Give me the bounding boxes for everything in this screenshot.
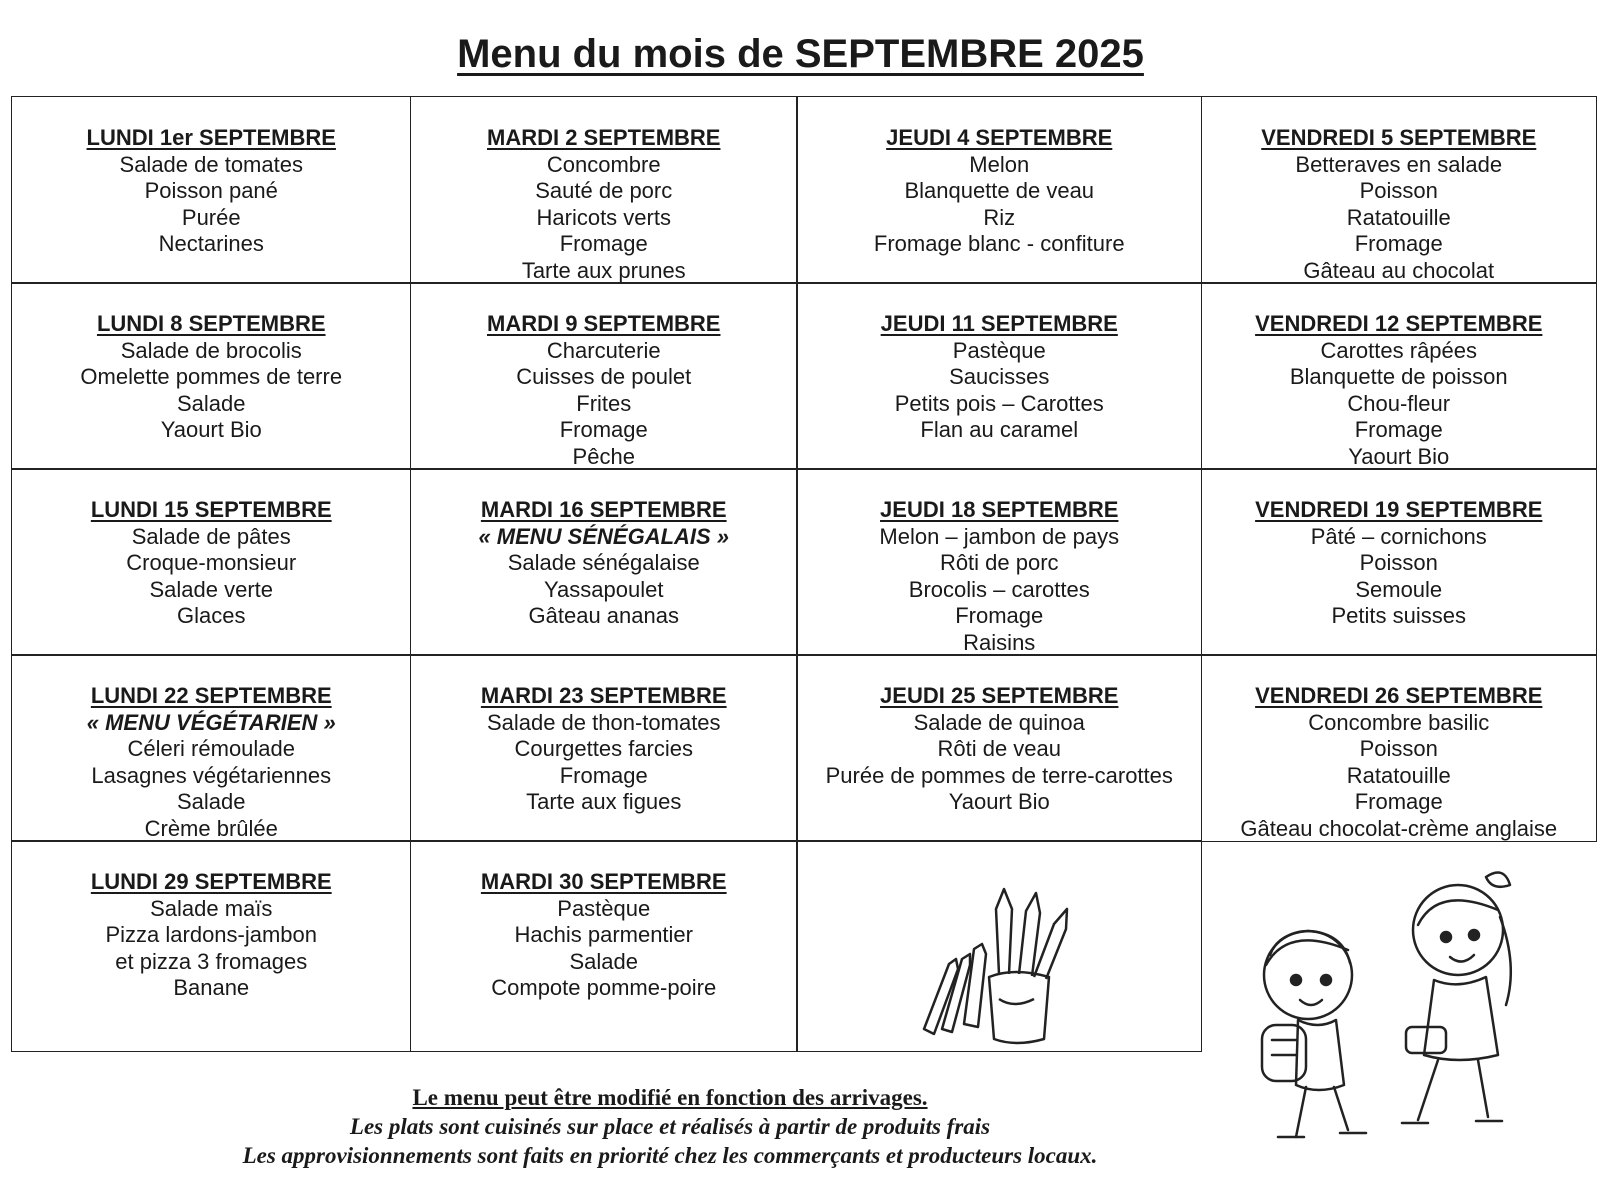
dish-item: Gâteau chocolat-crème anglaise <box>1240 815 1558 841</box>
dish-item: Salade sénégalaise <box>507 550 700 576</box>
day-heading: LUNDI 29 SEPTEMBRE <box>90 869 332 895</box>
dish-item: Chou-fleur <box>1347 390 1451 416</box>
dish-item: Blanquette de veau <box>904 178 1095 204</box>
menu-day-cell <box>410 654 798 842</box>
dish-item: Concombre <box>546 151 661 177</box>
menu-day-cell <box>410 840 798 1052</box>
dish-item: Salade de quinoa <box>913 709 1085 735</box>
day-heading: JEUDI 11 SEPTEMBRE <box>880 311 1118 337</box>
menu-theme: « MENU VÉGÉTARIEN » <box>86 709 336 735</box>
children-illustration <box>1248 855 1548 1155</box>
menu-day-cell <box>796 96 1202 284</box>
dish-item: Gâteau au chocolat <box>1303 257 1495 283</box>
dish-item: Rôti de porc <box>939 550 1059 576</box>
dish-item: Salade verte <box>149 576 274 602</box>
dish-item: Petits pois – Carottes <box>894 390 1104 416</box>
day-heading: VENDREDI 26 SEPTEMBRE <box>1255 683 1543 709</box>
dish-item: Ratatouille <box>1346 204 1451 230</box>
dish-item: Crème brûlée <box>144 815 278 841</box>
dish-item: Nectarines <box>158 231 264 257</box>
dish-item: Rôti de veau <box>937 736 1062 762</box>
day-heading: JEUDI 25 SEPTEMBRE <box>880 683 1119 709</box>
menu-day-cell <box>11 654 411 842</box>
dish-item: Concombre basilic <box>1308 709 1490 735</box>
dish-item: et pizza 3 fromages <box>115 948 308 974</box>
day-heading: JEUDI 18 SEPTEMBRE <box>880 497 1119 523</box>
dish-item: Salade de pâtes <box>131 523 291 549</box>
dish-item: Pizza lardons-jambon <box>105 922 318 948</box>
dish-item: Salade de brocolis <box>120 337 302 363</box>
dish-item: Fromage blanc - confiture <box>873 231 1125 257</box>
dish-item: Haricots verts <box>536 204 671 230</box>
footer-line-1: Le menu peut être modifié en fonction des arrivages. <box>412 1085 928 1110</box>
dish-item: Gâteau ananas <box>528 603 679 629</box>
day-heading: LUNDI 15 SEPTEMBRE <box>90 497 332 523</box>
dish-item: Tarte aux prunes <box>521 257 686 283</box>
dish-item: Fromage <box>1354 789 1443 815</box>
dish-item: Pastèque <box>557 895 651 921</box>
dish-item: Brocolis – carottes <box>908 576 1090 602</box>
dish-item: Hachis parmentier <box>514 922 693 948</box>
dish-item: Melon <box>969 151 1030 177</box>
dish-item: Fromage <box>559 231 648 257</box>
menu-day-cell <box>410 282 798 470</box>
dish-item: Riz <box>983 204 1016 230</box>
menu-row <box>12 283 1600 469</box>
dish-item: Lasagnes végétariennes <box>91 762 332 788</box>
dish-item: Purée de pommes de terre-carottes <box>825 762 1173 788</box>
dish-item: Salade de tomates <box>119 151 303 177</box>
dish-item: Salade <box>176 789 246 815</box>
footer-line-2: Les plats sont cuisinés sur place et réalisés à partir de produits frais <box>349 1114 991 1139</box>
dish-item: Salade <box>569 948 638 974</box>
dish-item: Petits suisses <box>1331 603 1466 629</box>
dish-item: Courgettes farcies <box>514 736 694 762</box>
dish-item: Yaourt Bio <box>948 789 1050 815</box>
menu-day-cell <box>11 282 411 470</box>
dish-item: Tarte aux figues <box>526 789 682 815</box>
day-heading: MARDI 2 SEPTEMBRE <box>487 125 721 151</box>
dish-item: Pâté – cornichons <box>1310 523 1487 549</box>
dish-item: Glaces <box>177 603 246 629</box>
day-heading: VENDREDI 5 SEPTEMBRE <box>1261 125 1537 151</box>
day-heading: VENDREDI 19 SEPTEMBRE <box>1255 497 1543 523</box>
dish-item: Yaourt Bio <box>160 417 262 443</box>
menu-day-cell <box>410 96 798 284</box>
dish-item: Betteraves en salade <box>1295 151 1503 177</box>
menu-day-cell <box>11 468 411 656</box>
dish-item: Yaourt Bio <box>1348 443 1450 469</box>
dish-item: Melon – jambon de pays <box>879 523 1120 549</box>
dish-item: Salade maïs <box>150 895 273 921</box>
dish-item: Céleri rémoulade <box>127 736 296 762</box>
day-heading: MARDI 9 SEPTEMBRE <box>487 311 721 337</box>
day-heading: JEUDI 4 SEPTEMBRE <box>886 125 1113 151</box>
dish-item: Charcuterie <box>546 337 661 363</box>
day-heading: LUNDI 1er SEPTEMBRE <box>86 125 336 151</box>
dish-item: Omelette pommes de terre <box>80 364 343 390</box>
day-heading: LUNDI 8 SEPTEMBRE <box>96 311 326 337</box>
dish-item: Poisson <box>1359 178 1438 204</box>
dish-item: Pastèque <box>952 337 1046 363</box>
pencils-cell <box>796 840 1202 1052</box>
menu-row <box>12 97 1600 283</box>
menu-theme: « MENU SÉNÉGALAIS » <box>478 523 730 549</box>
menu-day-cell <box>1201 96 1597 284</box>
dish-item: Fromage <box>1354 231 1443 257</box>
menu-day-cell <box>1201 282 1597 470</box>
dish-item: Fromage <box>559 762 648 788</box>
dish-item: Yassapoulet <box>544 576 664 602</box>
menu-day-cell <box>11 840 411 1052</box>
day-heading: MARDI 23 SEPTEMBRE <box>480 683 727 709</box>
menu-row <box>12 655 1600 841</box>
menu-day-cell <box>410 468 798 656</box>
menu-day-cell <box>11 96 411 284</box>
dish-item: Banane <box>173 975 250 1001</box>
dish-item: Sauté de porc <box>535 178 673 204</box>
page-title: Menu du mois de SEPTEMBRE 2025 <box>457 32 1144 76</box>
day-heading: LUNDI 22 SEPTEMBRE <box>90 683 332 709</box>
dish-item: Pêche <box>572 443 635 469</box>
menu-day-cell <box>1201 654 1597 842</box>
footer-line-3: Les approvisionnements sont faits en priorité chez les commerçants et producteurs locaux. <box>242 1143 1098 1168</box>
dish-item: Fromage <box>559 417 648 443</box>
dish-item: Poisson <box>1359 736 1438 762</box>
dish-item: Compote pomme-poire <box>491 975 717 1001</box>
dish-item: Salade <box>176 390 246 416</box>
day-heading: MARDI 30 SEPTEMBRE <box>480 869 727 895</box>
footer-notes <box>0 1083 1340 1170</box>
dish-item: Croque-monsieur <box>126 550 297 576</box>
dish-item: Fromage <box>955 603 1044 629</box>
menu-day-cell <box>796 654 1202 842</box>
dish-item: Raisins <box>963 629 1036 655</box>
dish-item: Cuisses de poulet <box>516 364 692 390</box>
dish-item: Saucisses <box>949 364 1050 390</box>
menu-day-cell <box>796 468 1202 656</box>
dish-item: Frites <box>576 390 632 416</box>
day-heading: VENDREDI 12 SEPTEMBRE <box>1255 311 1543 337</box>
dish-item: Salade de thon-tomates <box>486 709 721 735</box>
dish-item: Flan au caramel <box>920 417 1079 443</box>
dish-item: Blanquette de poisson <box>1289 364 1508 390</box>
dish-item: Carottes râpées <box>1320 337 1478 363</box>
pencils-cup-icon <box>904 879 1094 1049</box>
dish-item: Fromage <box>1354 417 1443 443</box>
menu-day-cell <box>796 282 1202 470</box>
day-heading: MARDI 16 SEPTEMBRE <box>480 497 727 523</box>
dish-item: Poisson pané <box>144 178 278 204</box>
dish-item: Purée <box>181 204 241 230</box>
menu-day-cell <box>1201 468 1597 656</box>
dish-item: Ratatouille <box>1346 762 1451 788</box>
dish-item: Semoule <box>1355 576 1443 602</box>
dish-item: Poisson <box>1359 550 1438 576</box>
menu-row <box>12 469 1600 655</box>
